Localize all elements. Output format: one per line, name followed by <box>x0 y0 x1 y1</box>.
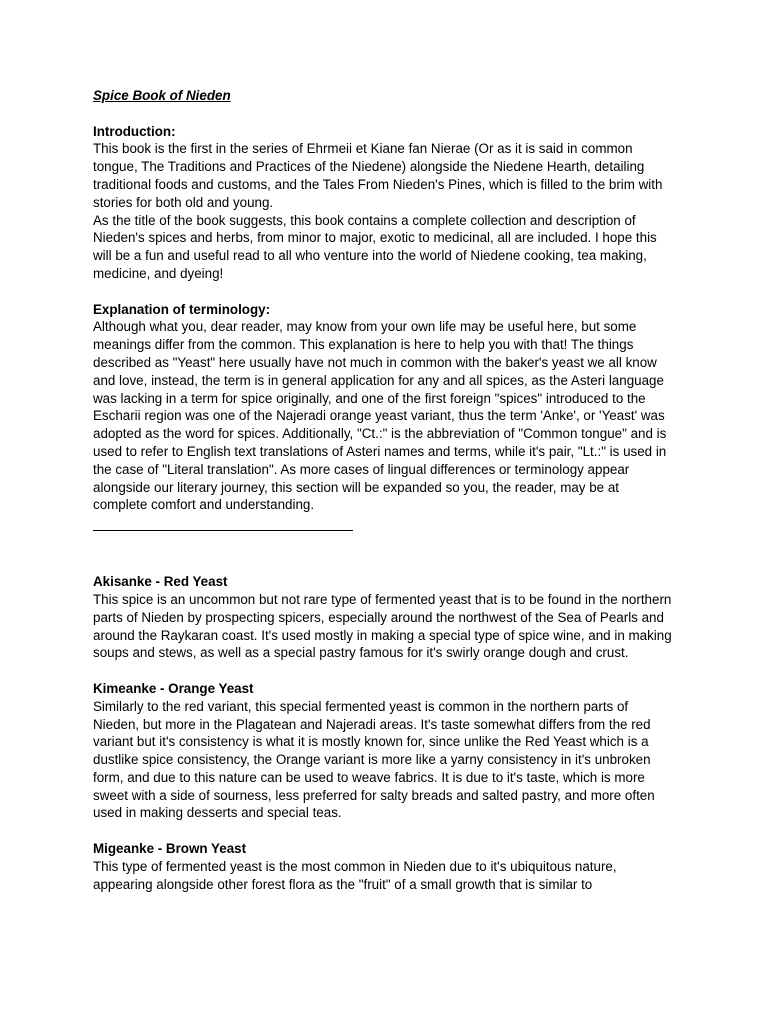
entry-heading: Akisanke - Red Yeast <box>93 574 228 590</box>
introduction-paragraph: As the title of the book suggests, this book contains a complete collection and description of Nieden's spices and herbs, from minor to major, exotic to medicinal, all are included. I hope this will be a fun and useful read to all who venture into the world of Niedene cooking, tea making, medicine, and dyeing! <box>93 212 657 281</box>
spacer <box>93 105 675 123</box>
section-divider <box>93 530 353 531</box>
terminology-paragraph: Although what you, dear reader, may know from your own life may be useful here, but some meanings differ from the common. This explanation is here to help you with that! The things described as "Yeast" here usually have not much in common with the baker's yeast we all know and love, instead, the term is in general application for any and all spices, as the Asteri language was lacking in a term for spice originally, and one of the first foreign "spices" introduced to the Escharii region was one of the Najeradi orange yeast variant, thus the term 'Anke', or 'Yeast' was adopted as the word for spices. Additionally, "Ct.:" is the abbreviation of "Common tongue" and is used to refer to English text translations of Asteri names and terms, while it's pair, "Lt.:" is used in the case of "Literal translation". As more cases of lingual differences or terminology appear alongside our literary journey, this section will be expanded so you, the reader, may be at complete comfort and understanding. <box>93 319 667 513</box>
entry-text: Similarly to the red variant, this special fermented yeast is common in the northern parts of Nieden, but more in the Plagatean and Najeradi areas. It's taste somewhat differs from the red variant but it's consistency is what it is mostly known for, since unlike the Red Yeast which is a dustlike spice consistency, the Orange variant is more like a yarny consistency in it's unbroken form, and due to this nature can be used to weave fabrics. It is due to it's taste, which is more sweet with a side of sourness, less preferred for salty breads and salted pastry, and more often used in making desserts and special teas. <box>93 698 655 821</box>
document-title: Spice Book of Nieden <box>93 88 231 103</box>
entry-heading: Kimeanke - Orange Yeast <box>93 680 254 696</box>
document-page <box>93 87 675 893</box>
spacer <box>93 283 675 301</box>
terminology-heading: Explanation of terminology: <box>93 301 271 317</box>
entry-text: This type of fermented yeast is the most common in Nieden due to it's ubiquitous nature, appearing alongside other forest flora as the "fruit" of a small growth that is similar to <box>93 858 617 892</box>
introduction-heading: Introduction: <box>93 123 176 139</box>
entry-heading: Migeanke - Brown Yeast <box>93 841 247 857</box>
introduction-paragraph: This book is the first in the series of Ehrmeii et Kiane fan Nierae (Or as it is said in common tongue, The Traditions and Practices of the Niedene) alongside the Niedene Hearth, detailing traditional foods and customs, and the Tales From Nieden's Pines, which is filled to the brim with stories for both old and young. <box>93 141 663 210</box>
entry-text: This spice is an uncommon but not rare type of fermented yeast that is to be found in the northern parts of Nieden by prospecting spicers, especially around the northwest of the Sea of Pearls and around the Raykaran coast. It's used mostly in making a special type of spice wine, and in making soups and stews, as well as a special pastry famous for it's swirly orange dough and crust. <box>93 591 672 661</box>
spacer <box>93 822 675 840</box>
spacer <box>93 662 675 680</box>
